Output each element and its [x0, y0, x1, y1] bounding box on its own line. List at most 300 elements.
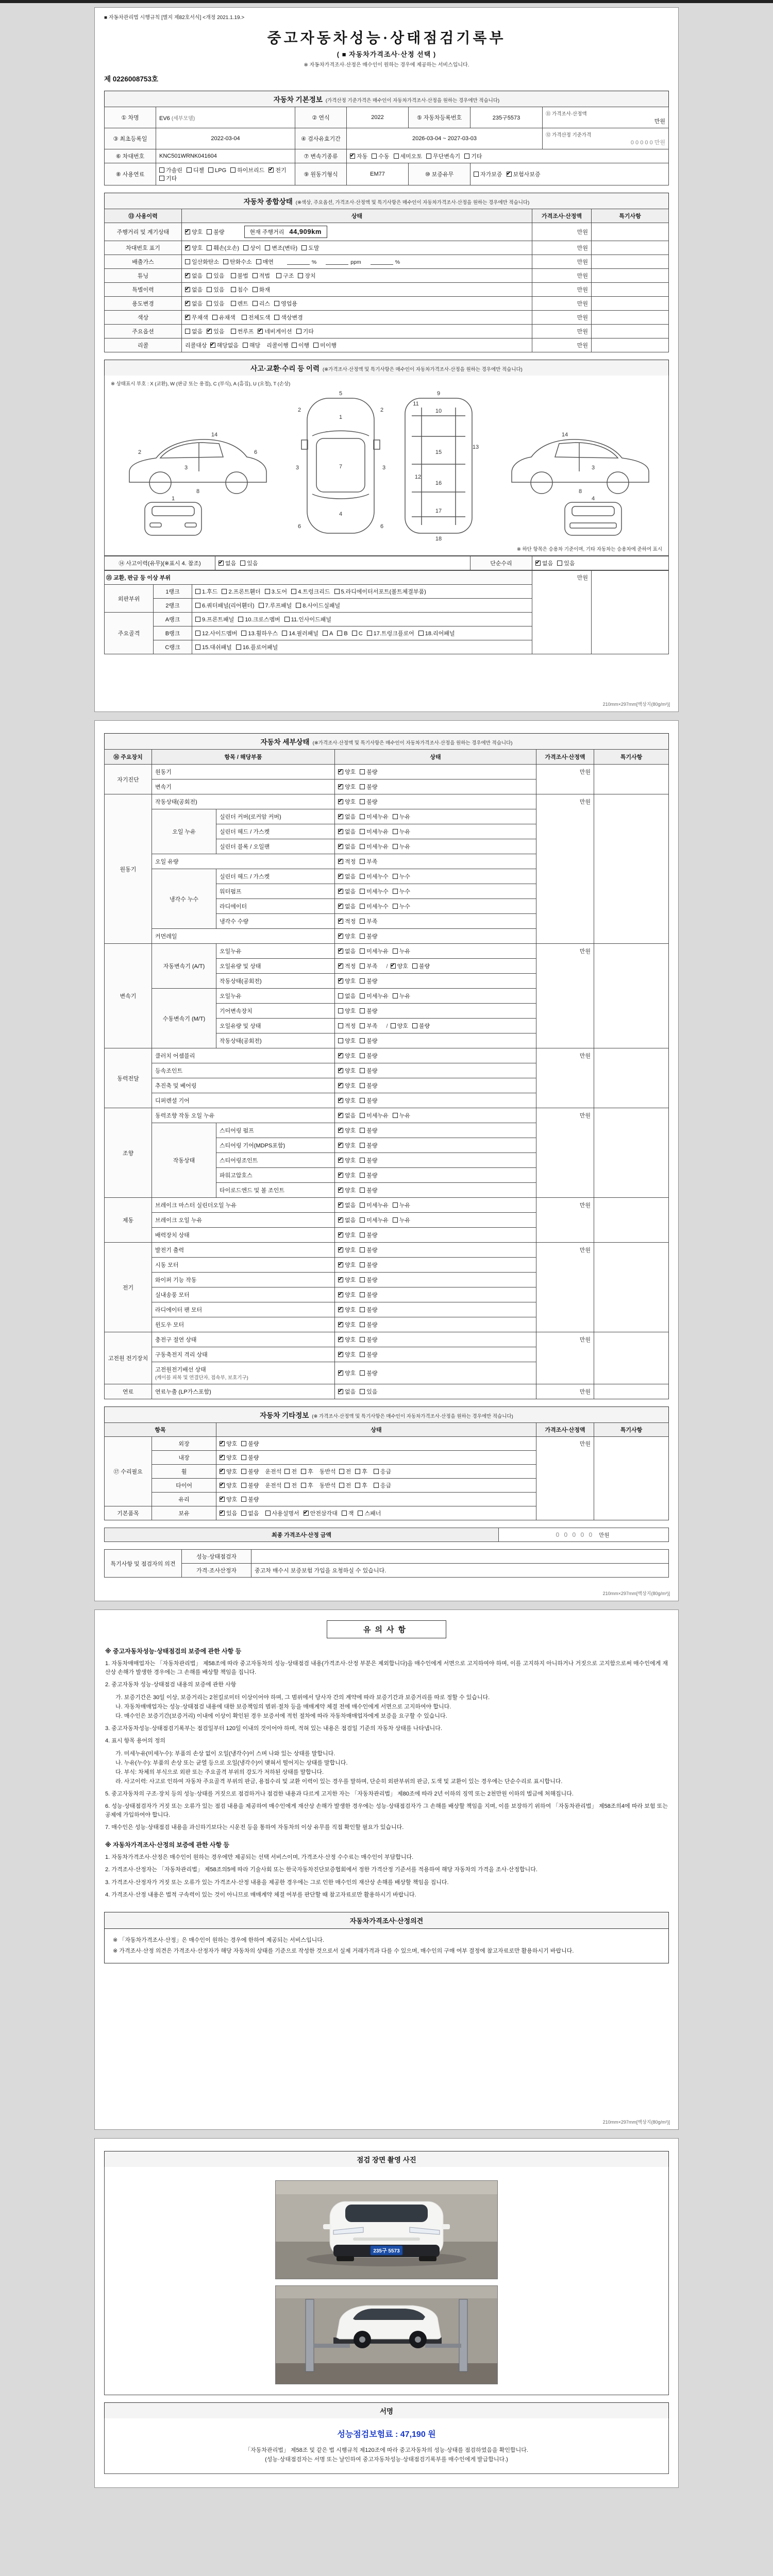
checkbox[interactable]: [195, 645, 200, 650]
checkbox[interactable]: [474, 172, 479, 177]
checkbox[interactable]: [240, 561, 245, 566]
option-있음[interactable]: 있음: [240, 559, 258, 567]
checkbox[interactable]: [243, 245, 248, 250]
option-훼손(오손)[interactable]: 훼손(오손): [207, 244, 239, 252]
checkbox[interactable]: [207, 229, 212, 234]
option-양호[interactable]: ✔ 양호: [185, 244, 203, 252]
checkbox[interactable]: [360, 934, 365, 939]
option-양호[interactable]: ✔ 양호: [338, 1066, 356, 1075]
checkbox[interactable]: [360, 948, 365, 954]
checkbox[interactable]: [185, 259, 190, 264]
checkbox-checked[interactable]: [338, 1173, 343, 1178]
option-전[interactable]: 전: [339, 1467, 351, 1476]
checkbox[interactable]: [372, 154, 377, 159]
checkbox-checked[interactable]: [338, 814, 343, 819]
option-없음[interactable]: ✔ 없음: [185, 299, 203, 308]
option-기타[interactable]: 기타: [159, 174, 177, 182]
checkbox[interactable]: [393, 1217, 398, 1223]
checkbox-checked[interactable]: [185, 301, 190, 306]
option-불량[interactable]: 불량: [360, 1141, 377, 1149]
option-LPG[interactable]: LPG: [208, 167, 226, 174]
option-미세누유[interactable]: 미세누유: [360, 947, 389, 955]
checkbox[interactable]: [360, 1068, 365, 1073]
checkbox[interactable]: [212, 315, 217, 320]
checkbox[interactable]: [360, 1008, 365, 1013]
checkbox-checked[interactable]: [185, 273, 190, 278]
option-미세누유[interactable]: 미세누유: [360, 1201, 389, 1209]
option-불량[interactable]: 불량: [241, 1495, 259, 1503]
checkbox[interactable]: [338, 1008, 343, 1013]
option-상이[interactable]: 상이: [243, 244, 261, 252]
checkbox-checked[interactable]: [220, 1483, 225, 1488]
option-불량[interactable]: 불량: [360, 1171, 377, 1179]
option-양호[interactable]: ✔양호: [338, 1369, 356, 1377]
option-있음[interactable]: 있음: [207, 285, 224, 294]
option-누수[interactable]: 누수: [393, 872, 410, 880]
option-양호[interactable]: 양호: [391, 1022, 408, 1030]
checkbox-checked[interactable]: [220, 1441, 225, 1446]
option-누유[interactable]: 누유: [393, 947, 410, 955]
option-양호[interactable]: ✔ 양호: [338, 1335, 356, 1344]
option-안전삼각대[interactable]: ✔ 안전삼각대: [304, 1509, 338, 1517]
option-미세누유[interactable]: 미세누유: [360, 1111, 389, 1120]
option-불량[interactable]: 불량: [360, 1081, 377, 1090]
checkbox[interactable]: [301, 1483, 306, 1488]
checkbox[interactable]: [393, 874, 398, 879]
option-14.필러패널[interactable]: 14.필러패널: [282, 629, 318, 637]
option-렌트[interactable]: 렌트: [231, 299, 248, 308]
checkbox[interactable]: [360, 1038, 365, 1043]
checkbox[interactable]: [360, 814, 365, 819]
option-전[interactable]: 전: [284, 1481, 297, 1489]
option-양호[interactable]: ✔ 양호: [338, 1261, 356, 1269]
checkbox[interactable]: [334, 589, 340, 594]
option-18.리어패널[interactable]: 18.리어패널: [418, 629, 455, 637]
option-12.사이드멤버[interactable]: 12.사이드멤버: [195, 629, 237, 637]
option-불량[interactable]: 불량: [360, 1066, 377, 1075]
option-불량[interactable]: 불량: [360, 1186, 377, 1194]
option-적정[interactable]: 적정: [338, 1022, 356, 1030]
checkbox[interactable]: [360, 1389, 365, 1394]
checkbox-checked[interactable]: [338, 963, 343, 969]
option-미세누수[interactable]: 미세누수: [360, 887, 389, 895]
checkbox[interactable]: [360, 1173, 365, 1178]
option-9.프론트패널[interactable]: 9.프론트패널: [195, 615, 234, 623]
option-누유[interactable]: 누유: [393, 842, 410, 851]
checkbox[interactable]: [342, 1511, 347, 1516]
checkbox[interactable]: [360, 1113, 365, 1118]
option-있음[interactable]: ✔ 있음: [220, 1509, 237, 1517]
option-4.트렁크리드[interactable]: 4.트렁크리드: [291, 587, 330, 596]
checkbox[interactable]: [393, 1202, 398, 1208]
option-양호[interactable]: ✔ 양호: [220, 1481, 237, 1489]
checkbox-checked[interactable]: [338, 1217, 343, 1223]
checkbox-checked[interactable]: [220, 1469, 225, 1474]
checkbox-checked[interactable]: [338, 1322, 343, 1327]
option-불량[interactable]: 불량: [241, 1467, 259, 1476]
option-누유[interactable]: 누유: [393, 812, 410, 821]
checkbox[interactable]: [159, 176, 164, 181]
option-양호[interactable]: ✔ 양호: [220, 1495, 237, 1503]
option-불량[interactable]: 불량: [360, 1156, 377, 1164]
option-자가보증[interactable]: 자가보증: [474, 170, 502, 178]
option-없음[interactable]: ✔ 없음: [185, 272, 203, 280]
checkbox-checked[interactable]: [338, 948, 343, 954]
checkbox[interactable]: [374, 1469, 379, 1474]
checkbox-checked[interactable]: [338, 1247, 343, 1252]
option-양호[interactable]: ✔ 양호: [391, 962, 408, 970]
option-불량[interactable]: 불량: [241, 1453, 259, 1462]
option-후[interactable]: 후: [355, 1481, 367, 1489]
checkbox-checked[interactable]: [338, 904, 343, 909]
option-없음[interactable]: ✔ 없음: [338, 827, 356, 836]
option-불량[interactable]: 불량: [360, 1096, 377, 1105]
option-없음[interactable]: ✔ 없음: [338, 902, 356, 910]
option-없음[interactable]: 없음: [185, 327, 203, 335]
checkbox-checked[interactable]: [338, 1202, 343, 1208]
checkbox[interactable]: [393, 1113, 398, 1118]
option-불량[interactable]: 불량: [412, 962, 430, 970]
checkbox[interactable]: [187, 167, 192, 173]
checkbox[interactable]: [360, 919, 365, 924]
checkbox-checked[interactable]: [185, 229, 190, 234]
checkbox-checked[interactable]: [338, 1113, 343, 1118]
checkbox[interactable]: [360, 769, 365, 774]
checkbox[interactable]: [360, 1188, 365, 1193]
checkbox[interactable]: [222, 589, 227, 594]
option-16.플로어패널[interactable]: 16.플로어패널: [236, 643, 278, 651]
option-양호[interactable]: ✔ 양호: [338, 1276, 356, 1284]
option-가솔린[interactable]: 가솔린: [159, 166, 182, 174]
checkbox[interactable]: [207, 245, 212, 250]
blank-field[interactable]: [371, 259, 393, 265]
option-8.사이드실패널[interactable]: 8.사이드실패널: [296, 601, 340, 609]
option-영업용[interactable]: 영업용: [274, 299, 297, 308]
checkbox-checked[interactable]: [338, 859, 343, 864]
option-13.휠하우스[interactable]: 13.휠하우스: [241, 629, 278, 637]
option-없음[interactable]: 없음: [241, 1509, 259, 1517]
option-침수[interactable]: 침수: [231, 285, 248, 294]
option-없음[interactable]: 없음: [338, 992, 356, 1000]
checkbox[interactable]: [231, 287, 236, 292]
option-양호[interactable]: ✔ 양호: [338, 1141, 356, 1149]
checkbox-checked[interactable]: [338, 769, 343, 774]
option-불량[interactable]: 불량: [360, 1291, 377, 1299]
checkbox[interactable]: [236, 645, 241, 650]
option-5.라디에이터서포트(볼트체결부품)[interactable]: 5.라디에이터서포트(볼트체결부품): [334, 587, 426, 596]
option-불량[interactable]: 불량: [360, 1335, 377, 1344]
checkbox[interactable]: [265, 1511, 271, 1516]
option-3.도어[interactable]: 3.도어: [265, 587, 287, 596]
option-불법[interactable]: 불법: [231, 272, 248, 280]
checkbox[interactable]: [231, 273, 236, 278]
option-양호[interactable]: ✔ 양호: [338, 1126, 356, 1134]
option-양호[interactable]: ✔ 양호: [338, 1096, 356, 1105]
option-불량[interactable]: 불량: [360, 932, 377, 940]
option-10.크로스멤버[interactable]: 10.크로스멤버: [238, 615, 280, 623]
option-양호[interactable]: 양호: [338, 1037, 356, 1045]
checkbox[interactable]: [159, 167, 164, 173]
option-양호[interactable]: ✔ 양호: [220, 1439, 237, 1448]
checkbox-checked[interactable]: [185, 315, 190, 320]
checkbox-checked[interactable]: [350, 154, 355, 159]
checkbox-checked[interactable]: [185, 287, 190, 292]
checkbox[interactable]: [323, 631, 328, 636]
checkbox[interactable]: [360, 1277, 365, 1282]
option-누유[interactable]: 누유: [393, 992, 410, 1000]
checkbox[interactable]: [291, 589, 296, 594]
checkbox[interactable]: [313, 343, 318, 348]
option-2.프론트휀더[interactable]: 2.프론트휀더: [222, 587, 260, 596]
checkbox[interactable]: [338, 1038, 343, 1043]
checkbox[interactable]: [360, 1352, 365, 1357]
checkbox[interactable]: [241, 1511, 246, 1516]
checkbox-checked[interactable]: [338, 919, 343, 924]
checkbox[interactable]: [338, 1023, 343, 1028]
option-미세누수[interactable]: 미세누수: [360, 902, 389, 910]
option-누유[interactable]: 누유: [393, 1201, 410, 1209]
option-불량[interactable]: 불량: [207, 228, 224, 236]
checkbox[interactable]: [360, 1232, 365, 1238]
checkbox[interactable]: [253, 301, 258, 306]
checkbox[interactable]: [185, 329, 190, 334]
option-해당없음[interactable]: ✔ 해당없음: [210, 341, 239, 349]
option-미세누유[interactable]: 미세누유: [360, 1216, 389, 1224]
option-불량[interactable]: 불량: [360, 1320, 377, 1329]
checkbox[interactable]: [360, 1262, 365, 1267]
checkbox-checked[interactable]: [338, 1053, 343, 1058]
option-불량[interactable]: 불량: [360, 1276, 377, 1284]
option-불량[interactable]: 불량: [241, 1481, 259, 1489]
checkbox[interactable]: [360, 1202, 365, 1208]
option-해당[interactable]: 해당: [243, 341, 260, 349]
checkbox[interactable]: [374, 1483, 379, 1488]
option-부족[interactable]: 부족: [360, 1022, 377, 1030]
option-없음[interactable]: ✔ 없음: [219, 559, 236, 567]
checkbox[interactable]: [360, 1083, 365, 1088]
checkbox-checked[interactable]: [338, 799, 343, 804]
checkbox[interactable]: [393, 844, 398, 849]
checkbox-checked[interactable]: [338, 1158, 343, 1163]
option-양호[interactable]: ✔ 양호: [338, 1171, 356, 1179]
checkbox[interactable]: [393, 948, 398, 954]
option-7.루프패널[interactable]: 7.루프패널: [259, 601, 292, 609]
option-불량[interactable]: 불량: [360, 1126, 377, 1134]
checkbox[interactable]: [274, 315, 279, 320]
checkbox[interactable]: [195, 617, 200, 622]
option-불량[interactable]: 불량: [360, 1246, 377, 1254]
checkbox[interactable]: [360, 1098, 365, 1103]
checkbox[interactable]: [360, 1337, 365, 1342]
checkbox[interactable]: [301, 1469, 306, 1474]
option-적법[interactable]: 적법: [253, 272, 270, 280]
option-불량[interactable]: 불량: [360, 977, 377, 985]
option-응급[interactable]: 응급: [374, 1467, 391, 1476]
checkbox[interactable]: [284, 1483, 290, 1488]
checkbox-checked[interactable]: [338, 1098, 343, 1103]
checkbox[interactable]: [241, 1455, 246, 1460]
checkbox[interactable]: [412, 1023, 417, 1028]
option-있음[interactable]: 있음: [207, 272, 224, 280]
checkbox[interactable]: [360, 1053, 365, 1058]
option-1.후드[interactable]: 1.후드: [195, 587, 217, 596]
checkbox[interactable]: [292, 343, 297, 348]
option-미이행[interactable]: 미이행: [313, 341, 337, 349]
checkbox-checked[interactable]: [535, 561, 541, 566]
checkbox-checked[interactable]: [268, 167, 274, 173]
checkbox-checked[interactable]: [185, 245, 190, 250]
checkbox[interactable]: [360, 1217, 365, 1223]
option-불량[interactable]: 불량: [360, 1261, 377, 1269]
option-6.쿼터패널(리어휀더)[interactable]: 6.쿼터패널(리어휀더): [195, 601, 255, 609]
blank-field[interactable]: [326, 259, 348, 265]
checkbox[interactable]: [223, 259, 228, 264]
checkbox[interactable]: [241, 1483, 246, 1488]
checkbox-checked[interactable]: [338, 1307, 343, 1312]
option-부족[interactable]: 부족: [360, 857, 377, 866]
checkbox[interactable]: [296, 603, 301, 608]
checkbox[interactable]: [301, 245, 307, 250]
checkbox[interactable]: [207, 273, 212, 278]
option-양호[interactable]: ✔ 양호: [338, 1306, 356, 1314]
checkbox[interactable]: [282, 631, 287, 636]
option-있음[interactable]: 있음: [207, 299, 224, 308]
checkbox[interactable]: [256, 259, 261, 264]
option-있음[interactable]: 있음: [557, 559, 575, 567]
option-구조[interactable]: 구조: [276, 272, 294, 280]
checkbox[interactable]: [208, 167, 213, 173]
option-일산화탄소[interactable]: 일산화탄소: [185, 258, 219, 266]
checkbox-checked[interactable]: [338, 934, 343, 939]
option-불량[interactable]: 불량: [360, 783, 377, 791]
checkbox[interactable]: [360, 993, 365, 998]
option-미세누수[interactable]: 미세누수: [360, 872, 389, 880]
checkbox[interactable]: [393, 829, 398, 834]
option-후[interactable]: 후: [355, 1467, 367, 1476]
checkbox-checked[interactable]: [338, 1068, 343, 1073]
option-전[interactable]: 전: [284, 1467, 297, 1476]
checkbox-checked[interactable]: [338, 1292, 343, 1297]
option-없음[interactable]: ✔ 없음: [338, 1201, 356, 1209]
option-불량[interactable]: 불량: [360, 1052, 377, 1060]
option-누수[interactable]: 누수: [393, 902, 410, 910]
checkbox[interactable]: [207, 287, 212, 292]
checkbox[interactable]: [360, 978, 365, 984]
option-양호[interactable]: ✔ 양호: [338, 932, 356, 940]
option-리스[interactable]: 리스: [253, 299, 270, 308]
checkbox-checked[interactable]: [338, 1277, 343, 1282]
checkbox[interactable]: [393, 904, 398, 909]
option-부족[interactable]: 부족: [360, 917, 377, 925]
checkbox-checked[interactable]: [338, 1083, 343, 1088]
checkbox[interactable]: [360, 1158, 365, 1163]
checkbox[interactable]: [195, 589, 200, 594]
checkbox[interactable]: [238, 617, 243, 622]
checkbox[interactable]: [360, 859, 365, 864]
option-불량[interactable]: 불량: [360, 768, 377, 776]
option-전기[interactable]: ✔ 전기: [268, 166, 286, 174]
checkbox-checked[interactable]: [304, 1511, 309, 1516]
checkbox-checked[interactable]: [338, 829, 343, 834]
option-없음[interactable]: ✔ 없음: [338, 1111, 356, 1120]
option-A[interactable]: A: [323, 631, 333, 637]
option-불량[interactable]: 불량: [241, 1439, 259, 1448]
option-양호[interactable]: ✔ 양호: [338, 1081, 356, 1090]
option-기타[interactable]: 기타: [464, 152, 482, 160]
option-사용설명서[interactable]: 사용설명서: [265, 1509, 299, 1517]
checkbox[interactable]: [355, 1469, 360, 1474]
option-미세누유[interactable]: 미세누유: [360, 827, 389, 836]
option-불량[interactable]: 불량: [360, 1007, 377, 1015]
checkbox-checked[interactable]: [338, 1232, 343, 1238]
checkbox-checked[interactable]: [391, 963, 396, 969]
option-양호[interactable]: ✔ 양호: [338, 977, 356, 985]
checkbox[interactable]: [352, 631, 357, 636]
option-없음[interactable]: ✔ 없음: [338, 1387, 356, 1396]
option-C[interactable]: C: [352, 631, 363, 637]
option-하이브리드[interactable]: 하이브리드: [230, 166, 264, 174]
checkbox-checked[interactable]: [338, 889, 343, 894]
option-양호[interactable]: ✔ 양호: [338, 1350, 356, 1359]
checkbox[interactable]: [360, 1143, 365, 1148]
option-양호[interactable]: ✔ 양호: [220, 1467, 237, 1476]
checkbox[interactable]: [241, 631, 246, 636]
option-없음[interactable]: ✔ 없음: [338, 887, 356, 895]
option-유채색[interactable]: 유채색: [212, 313, 236, 321]
option-장치[interactable]: 장치: [298, 272, 315, 280]
checkbox[interactable]: [337, 631, 342, 636]
checkbox-checked[interactable]: [338, 1337, 343, 1342]
option-B[interactable]: B: [337, 631, 347, 637]
option-불량[interactable]: 불량: [360, 1306, 377, 1314]
checkbox[interactable]: [259, 603, 264, 608]
checkbox-checked[interactable]: [338, 784, 343, 789]
option-전[interactable]: 전: [339, 1481, 351, 1489]
checkbox[interactable]: [394, 154, 399, 159]
option-부족[interactable]: 부족: [360, 962, 377, 970]
option-누수[interactable]: 누수: [393, 887, 410, 895]
option-적정[interactable]: ✔ 적정: [338, 857, 356, 866]
checkbox[interactable]: [195, 631, 200, 636]
checkbox[interactable]: [360, 1370, 365, 1376]
checkbox[interactable]: [339, 1469, 344, 1474]
checkbox[interactable]: [339, 1483, 344, 1488]
checkbox[interactable]: [360, 829, 365, 834]
option-불량[interactable]: 불량: [360, 1037, 377, 1045]
option-양호[interactable]: ✔ 양호: [338, 1156, 356, 1164]
option-무단변속기[interactable]: 무단변속기: [426, 152, 460, 160]
option-양호[interactable]: ✔ 양호: [220, 1453, 237, 1462]
option-화재[interactable]: 화재: [253, 285, 270, 294]
option-양호[interactable]: ✔ 양호: [338, 1052, 356, 1060]
checkbox[interactable]: [355, 1483, 360, 1488]
checkbox-checked[interactable]: [210, 343, 215, 348]
option-누유[interactable]: 누유: [393, 827, 410, 836]
checkbox[interactable]: [338, 993, 343, 998]
option-누유[interactable]: 누유: [393, 1111, 410, 1120]
checkbox[interactable]: [298, 273, 303, 278]
checkbox[interactable]: [207, 301, 212, 306]
checkbox[interactable]: [231, 301, 236, 306]
checkbox-checked[interactable]: [220, 1497, 225, 1502]
option-없음[interactable]: ✔ 없음: [338, 872, 356, 880]
checkbox[interactable]: [418, 631, 424, 636]
checkbox[interactable]: [358, 1511, 363, 1516]
option-양호[interactable]: ✔ 양호: [338, 783, 356, 791]
checkbox-checked[interactable]: [338, 1128, 343, 1133]
checkbox[interactable]: [360, 1292, 365, 1297]
option-없음[interactable]: ✔ 없음: [338, 812, 356, 821]
